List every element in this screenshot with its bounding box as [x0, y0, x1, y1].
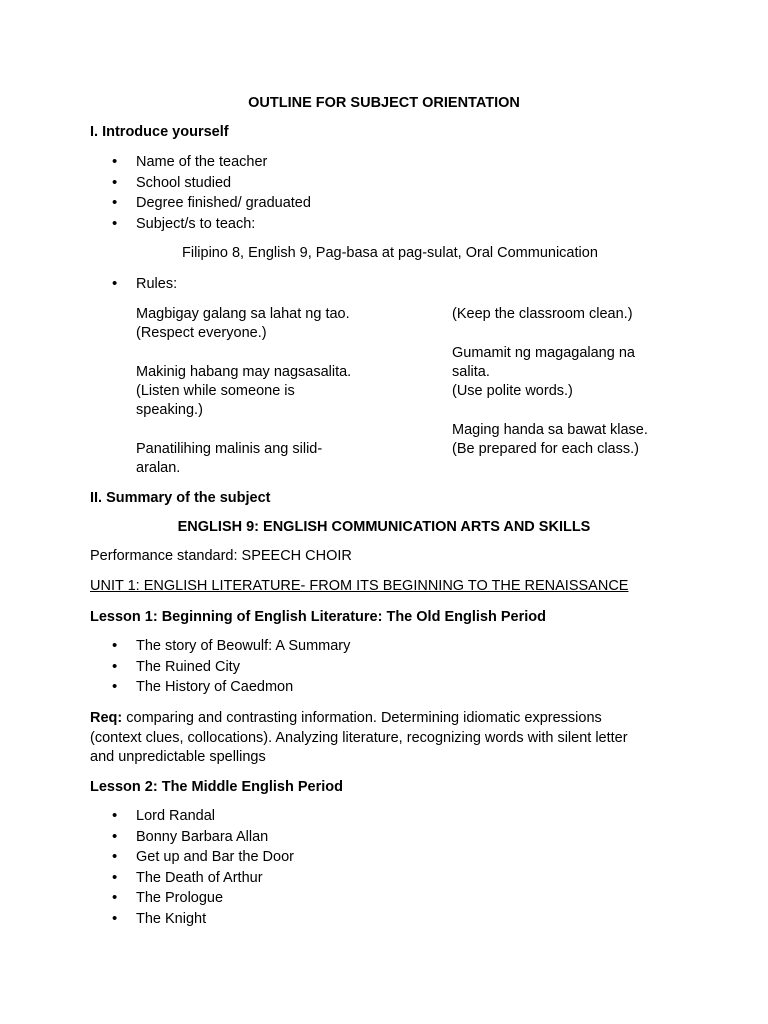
req-text: comparing and contrasting information. Determining idiomatic expressions	[122, 710, 602, 726]
rule-item	[136, 440, 336, 479]
section-2-heading: II. Summary of the subject	[90, 490, 271, 506]
requirements-paragraph	[90, 709, 690, 768]
lesson-1-heading: Lesson 1: Beginning of English Literature: The Old English Period	[90, 609, 546, 625]
list-item: • School studied	[112, 173, 311, 194]
list-item: • The Death of Arthur	[112, 868, 294, 889]
rule-english: (Use polite words.)	[452, 383, 573, 400]
rules-label: • Rules:	[112, 274, 177, 295]
list-item: • The story of Beowulf: A Summary	[112, 636, 350, 657]
list-item: • The History of Caedmon	[112, 677, 350, 698]
section-1-heading: I. Introduce yourself	[90, 124, 229, 140]
rule-item	[452, 305, 667, 324]
subjects-line: Filipino 8, English 9, Pag-basa at pag-sulat, Oral Communication	[182, 245, 598, 261]
rules-bullet	[112, 274, 177, 295]
course-title: ENGLISH 9: ENGLISH COMMUNICATION ARTS AND SKILLS	[177, 519, 591, 535]
list-item: • Degree finished/ graduated	[112, 193, 311, 214]
rule-english: (Listen while someone is speaking.)	[136, 383, 295, 419]
req-text: and unpredictable spellings	[90, 749, 266, 765]
rule-item	[452, 344, 657, 402]
lesson-2-heading: Lesson 2: The Middle English Period	[90, 779, 343, 795]
document-title: OUTLINE FOR SUBJECT ORIENTATION	[248, 95, 520, 111]
introduce-list	[112, 152, 311, 234]
list-item: • Get up and Bar the Door	[112, 847, 294, 868]
rule-english: (Keep the classroom clean.)	[452, 306, 633, 322]
rule-filipino: Makinig habang may nagsasalita.	[136, 363, 352, 380]
req-label: Req:	[90, 710, 123, 726]
performance-standard: Performance standard: SPEECH CHOIR	[90, 548, 352, 564]
list-item: • The Knight	[112, 909, 294, 930]
unit-heading: UNIT 1: ENGLISH LITERATURE- FROM ITS BEGINNING TO THE RENAISSANCE	[90, 578, 629, 594]
rule-item	[452, 421, 667, 460]
list-item: • The Ruined City	[112, 657, 350, 678]
rule-filipino: Panatilihing malinis ang silid-aralan.	[136, 441, 323, 477]
list-item: • Lord Randal	[112, 806, 294, 827]
req-text: (context clues, collocations). Analyzing literature, recognizing words with silent letter	[90, 729, 628, 746]
list-item: • Subject/s to teach:	[112, 214, 311, 235]
list-item: • Bonny Barbara Allan	[112, 827, 294, 848]
rules-left-column	[136, 305, 372, 498]
rule-english: (Be prepared for each class.)	[452, 441, 639, 458]
rule-english: (Respect everyone.)	[136, 325, 267, 342]
rule-filipino: Magbigay galang sa lahat ng tao.	[136, 306, 350, 322]
rules-right-column	[452, 305, 667, 479]
lesson-2-list	[112, 806, 294, 929]
lesson-1-list	[112, 636, 350, 698]
list-item: • Name of the teacher	[112, 152, 311, 173]
rule-item	[136, 305, 372, 344]
list-item: • The Prologue	[112, 888, 294, 909]
rule-filipino: Gumamit ng magagalang na salita.	[452, 344, 635, 380]
rule-item	[136, 363, 352, 421]
rule-filipino: Maging handa sa bawat klase.	[452, 421, 648, 438]
